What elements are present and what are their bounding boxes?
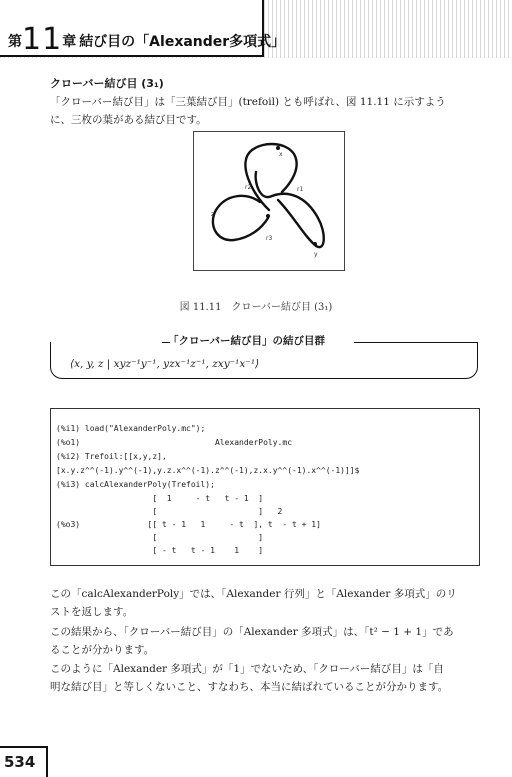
code-line: (%o3) [[ t - 1 1 - t ], t - t + 1] <box>56 520 321 529</box>
arrow-dot-y <box>313 242 317 246</box>
code-line: [ 1 - t t - 1 ] <box>56 494 264 503</box>
label-r1: r1 <box>297 186 304 193</box>
page-number: 534 <box>4 753 36 771</box>
chapter-header <box>0 0 286 57</box>
relations-title: 「クローバー結び目」の結び目群 <box>168 335 325 347</box>
result-p2-line-2: ることが分かります。 <box>50 643 155 656</box>
code-line: [ ] 2 <box>56 507 283 516</box>
chapter-suffix: 章 <box>62 34 77 50</box>
intro-line-1: 「クローバー結び目」は「三葉結び目」(trefoil) とも呼ばれ、図 11.11 に示すよう <box>50 96 446 108</box>
trefoil-knot-diagram <box>194 132 344 270</box>
result-p1-line-2: ストを返します。 <box>50 605 134 618</box>
code-line: [ - t t - 1 1 ] <box>56 546 264 555</box>
code-line: [x.y.z^^(-1).y^^(-1),y.z.x^^(-1).z^^(-1),z.x.y^^(-1).x^^(-1)]]$ <box>56 466 360 475</box>
code-line: (%i3) calcAlexanderPoly(Trefoil); <box>56 480 215 489</box>
arrow-dot-x <box>276 146 280 150</box>
arrow-dot-r3 <box>266 214 270 218</box>
code-line: [ ] <box>56 533 264 542</box>
result-p3-line-1: このように「Alexander 多項式」が「1」でないため、「クローバー結び目」は「自 <box>50 663 444 675</box>
trefoil-figure <box>193 131 345 271</box>
chapter-title <box>8 22 285 57</box>
code-line: (%o1) AlexanderPoly.mc <box>56 438 293 447</box>
relations-formula: ⟨x, y, z | xyz⁻¹y⁻¹, yzx⁻¹z⁻¹, zxy⁻¹x⁻¹⟩ <box>70 358 260 370</box>
result-paragraph-2 <box>50 624 482 659</box>
figure-caption: 図 11.11 クローバー結び目 (3₁) <box>179 302 333 313</box>
code-line: (%i2) Trefoil:[[x,y,z], <box>56 452 167 461</box>
code-line: (%i1) load("AlexanderPoly.mc"); <box>56 424 206 433</box>
intro-line-2: に、三枚の葉がある結び目です。 <box>50 114 207 126</box>
section-heading: クローバー結び目 (3₁) <box>50 77 164 90</box>
chapter-prefix: 第 <box>8 34 22 50</box>
result-paragraph-1 <box>50 586 482 621</box>
knot-strand-top <box>245 144 296 210</box>
result-paragraph-3 <box>50 661 482 696</box>
intro-paragraph <box>50 93 480 129</box>
label-y: y <box>314 251 318 258</box>
label-z: z <box>211 211 215 218</box>
chapter-name: 結び目の「Alexander多項式」 <box>79 34 286 50</box>
label-x: x <box>279 151 283 158</box>
label-r2: r2 <box>245 184 252 191</box>
knot-strand-left <box>213 196 268 240</box>
result-p2-line-1: この結果から、「クローバー結び目」の「Alexander 多項式」は、「t² − 1 + 1」であ <box>50 626 454 638</box>
result-p1-line-1: この「calcAlexanderPoly」では、「Alexander 行列」と「Alexander 多項式」のリ <box>50 588 457 600</box>
chapter-number: 11 <box>22 22 63 57</box>
label-r3: r3 <box>266 235 273 242</box>
result-p3-line-2: 明な結び目」と等しくないこと、すなわち、本当に結ばれていることが分かります。 <box>50 680 449 693</box>
